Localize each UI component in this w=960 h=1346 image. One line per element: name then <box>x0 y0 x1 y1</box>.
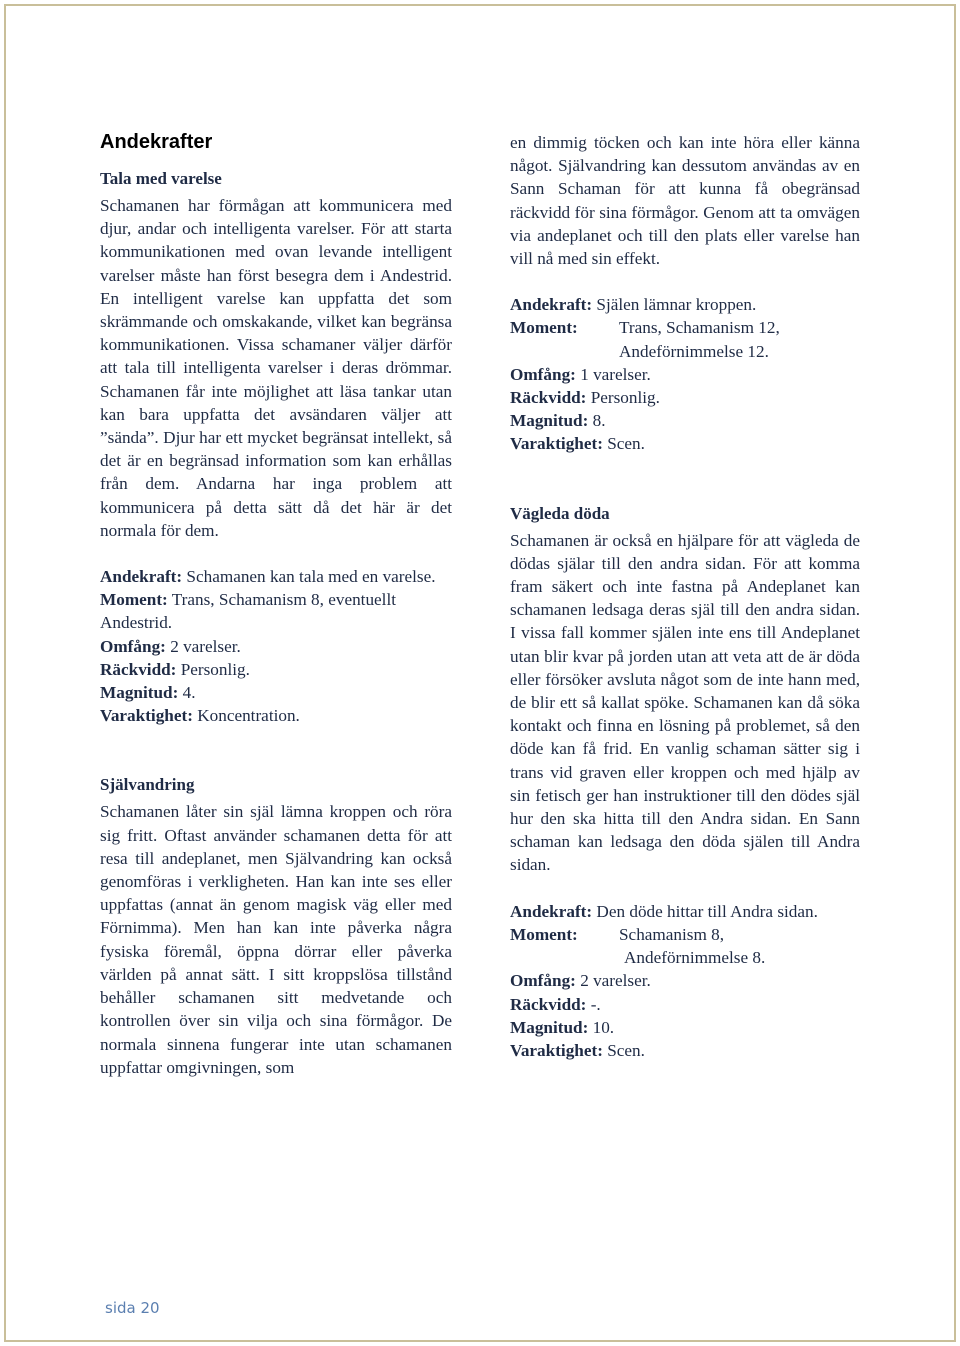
section-title-sjalvandring: Självandring <box>100 775 195 795</box>
section-title-tala-med-varelse: Tala med varelse <box>100 169 222 188</box>
stat-magnitud: Magnitud: 10. <box>510 1017 615 1037</box>
stat-omfang: Omfång: 2 varelser. <box>510 971 651 991</box>
stat-varaktighet: Varaktighet: Scen. <box>510 1040 645 1060</box>
stat-rackvidd: Räckvidd: -. <box>510 994 601 1014</box>
left-column <box>100 128 452 1079</box>
stat-moment: Moment: Schamanism 8, <box>510 924 725 944</box>
stat-omfang: Omfång: 1 varelser. <box>510 364 651 384</box>
stat-moment-cont: Andeförnimmelse 12. <box>619 341 769 361</box>
section-title-vagleda-doda: Vägleda döda <box>510 503 610 523</box>
spacer <box>510 456 860 502</box>
section-text-tala-med-varelse: Schamanen har förmågan att kommunicera med djur, andar och intelligenta varelser. För att starta kommunikationen med ovan levande intelligent varelser måste han först besegra dem i Andestrid. En intelligent varelse kan uppfatta det som skrämmande och omskakande, vilket kan begränsa kommunikationen. Vissa schamaner väljer därför att tala till intelligenta varelser i deras drömmar. Schamanen får inte möjlighet att läsa tankar utan kan bara uppfatta det avsändaren väljer att ”sända”. Djur har ett mycket begränsat intellekt, så det är en begränsad information som kan erhållas från dem. Andarna har inga problem att kommunicera på detta sätt då det här är det normala för dem. <box>100 196 452 540</box>
spacer <box>100 727 452 773</box>
stat-rackvidd: Räckvidd: Personlig. <box>100 659 250 679</box>
section-text-sjalvandring-cont: en dimmig töcken och kan inte höra eller känna något. Självandring kan dessutom användas av en Sann Schaman för att kunna få obegränsad räckvidd för sina förmågor. Genom att ta omvägen via andeplanet och till den plats eller varelse han vill nå med sin effekt. <box>510 133 860 269</box>
stat-moment-cont: Andeförnimmelse 8. <box>624 948 766 968</box>
stat-moment: Moment: Trans, Schamanism 12, <box>510 318 780 338</box>
stats-sjalvandring <box>510 293 860 455</box>
stat-andekraft: Andekraft: Själen lämnar kroppen. <box>510 295 757 315</box>
right-column <box>510 131 860 1062</box>
section-text-vagleda-doda: Schamanen är också en hjälpare för att vägleda de dödas själar till den andra sidan. För att komma fram säkert och inte fastna på Andeplanet kan schamanen ledsaga deras själ till den andra sidan. I vissa fall kommer själen inte ens till Andeplanet utan blir kvar på jorden utan att veta att de är döda eller försöker avsluta något som de inte hann med, de blir ett så kallat spöke. Schamanen kan då söka kontakt och finna en lösning på problemet, så den döde kan få frid. En vanlig schaman sätter sig i trans vid graven eller kroppen och med hjälp av sin fetisch ger han instruktioner till den dödes själ hur den ska hitta till den Andra sidan. En Sann schaman kan ledsaga den döda själen till Andra sidan. <box>510 530 860 875</box>
page-title: Andekrafter <box>100 131 213 153</box>
stat-magnitud: Magnitud: 8. <box>510 411 606 431</box>
stats-vagleda-doda <box>510 900 860 1062</box>
stat-andekraft: Andekraft: Den döde hittar till Andra sidan. <box>510 901 818 921</box>
stat-andekraft: Andekraft: Schamanen kan tala med en varelse. <box>100 567 436 587</box>
page-number: sida 20 <box>105 1299 160 1317</box>
section-text-sjalvandring: Schamanen låter sin själ lämna kroppen och röra sig fritt. Oftast använder schamanen detta för att resa till andeplanet, men Självandring kan också genomföras i verkligheten. Han kan inte ses eller uppfattas (annat än genom magisk väg eller med Förnimma). Men han kan inte påverka några fysiska föremål, öppna dörrar eller påverka världen på annat sätt. I sitt kroppslösa tillstånd behåller schamanen sitt medvetande och kontrollen över sin vilja och sina förmågor. De normala sinnena fungerar inte utan schamanen uppfattar omgivningen, som <box>100 802 452 1077</box>
stat-omfang: Omfång: 2 varelser. <box>100 636 241 656</box>
stat-varaktighet: Varaktighet: Scen. <box>510 434 645 454</box>
stats-tala-med-varelse <box>100 565 452 727</box>
stat-moment: Moment: Trans, Schamanism 8, eventuellt Andestrid. <box>100 590 396 633</box>
stat-varaktighet: Varaktighet: Koncentration. <box>100 706 300 726</box>
stat-rackvidd: Räckvidd: Personlig. <box>510 388 660 408</box>
stat-magnitud: Magnitud: 4. <box>100 683 196 703</box>
